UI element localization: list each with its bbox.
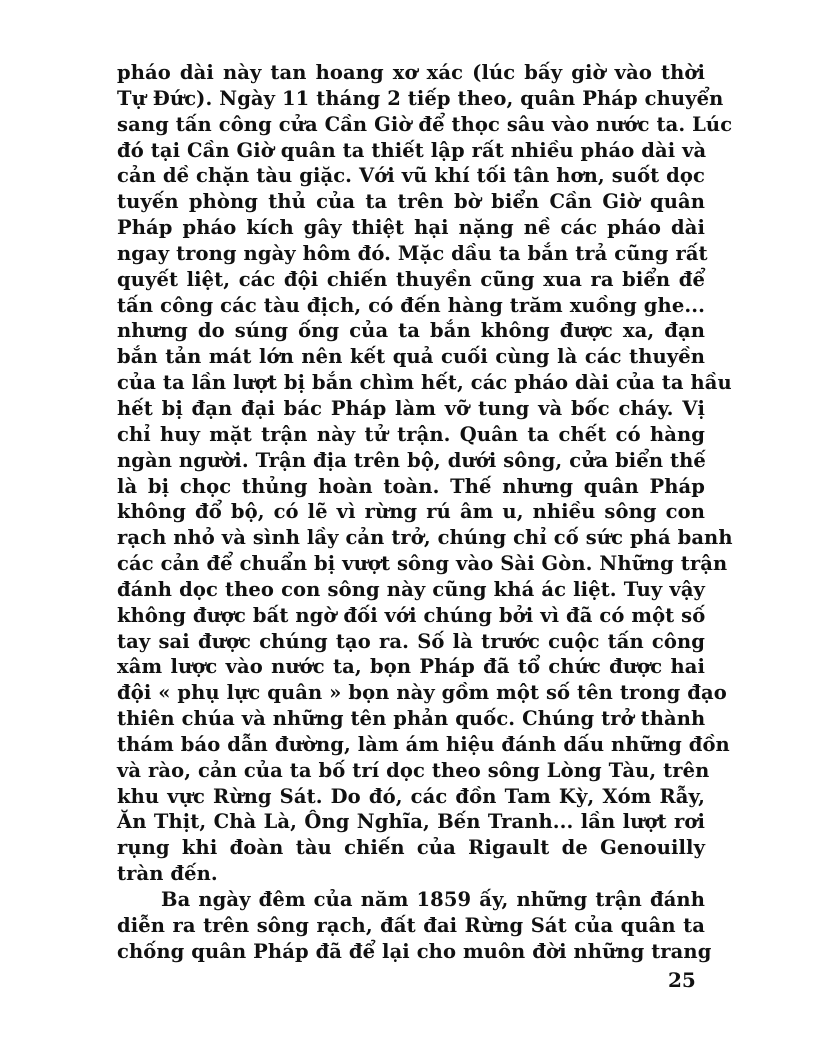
text-line: chống quân Pháp đã để lại cho muôn đời những trang <box>117 939 712 963</box>
text-line: tràn đến. <box>117 862 218 886</box>
text-line: rụng khi đoàn tàu chiến của Rigault de Genouilly <box>117 836 705 860</box>
text-line: quyết liệt, các đội chiến thuyền cũng xua ra biển để <box>117 267 705 291</box>
text-line: các cản để chuẩn bị vượt sông vào Sài Gòn. Những trận <box>117 552 728 576</box>
text-line: Ăn Thịt, Chà Là, Ông Nghĩa, Bến Tranh... lần lượt rơi <box>117 810 705 834</box>
text-line: đánh dọc theo con sông này cũng khá ác liệt. Tuy vậy <box>117 577 705 601</box>
page-number: 25 <box>668 968 696 992</box>
text-line: ngay trong ngày hôm đó. Mặc dầu ta bắn trả cũng rất <box>117 241 708 265</box>
text-line: không đổ bộ, có lẽ vì rừng rú âm u, nhiều sông con <box>117 500 705 524</box>
text-line: tay sai được chúng tạo ra. Số là trước cuộc tấn công <box>117 629 705 653</box>
paragraph <box>117 60 733 887</box>
text-line: cản dề chặn tàu giặc. Với vũ khí tối tân hơn, suốt dọc <box>117 164 705 188</box>
text-line: là bị chọc thủng hoàn toàn. Thế nhưng quân Pháp <box>117 474 705 498</box>
text-line: Tự Đức). Ngày 11 tháng 2 tiếp theo, quân Pháp chuyển <box>117 86 724 110</box>
text-line: thiên chúa và những tên phản quốc. Chúng trở thành <box>117 707 706 731</box>
body-text <box>117 60 733 965</box>
text-line: của ta lần lượt bị bắn chìm hết, các pháo dài của ta hầu <box>117 371 732 395</box>
text-line: pháo dài này tan hoang xơ xác (lúc bấy giờ vào thời <box>117 61 705 84</box>
text-line: Ba ngày đêm của năm 1859 ấy, những trận đánh <box>161 888 705 911</box>
text-line: diễn ra trên sông rạch, đất đai Rừng Sát của quân ta <box>117 913 705 937</box>
text-line: sang tấn công cửa Cần Giờ để thọc sâu vào nước ta. Lúc <box>117 112 733 136</box>
text-line: không được bất ngờ đối với chúng bởi vì đã có một số <box>117 603 706 627</box>
text-line: đội « phụ lực quân » bọn này gồm một số tên trong đạo <box>117 681 727 705</box>
text-line: hết bị đạn đại bác Pháp làm vỡ tung và bốc cháy. Vị <box>117 396 705 420</box>
text-line: xâm lược vào nước ta, bọn Pháp đã tổ chức được hai <box>117 655 705 679</box>
text-line: đó tại Cần Giờ quân ta thiết lập rất nhiều pháo dài và <box>117 138 707 162</box>
text-line: Pháp pháo kích gây thiệt hại nặng nề các pháo dài <box>117 216 705 240</box>
text-line: nhưng do súng ống của ta bắn không được xa, đạn <box>117 319 705 343</box>
text-line: và rào, cản của ta bố trí dọc theo sông Lòng Tàu, trên <box>117 758 710 782</box>
text-line: khu vực Rừng Sát. Do đó, các đồn Tam Kỳ, Xóm Rẫy, <box>117 784 705 808</box>
text-line: bắn tản mát lớn nên kết quả cuối cùng là các thuyền <box>117 345 705 369</box>
text-line: chỉ huy mặt trận này tử trận. Quân ta chết có hàng <box>117 422 705 446</box>
text-line: tấn công các tàu địch, có đến hàng trăm xuồng ghe... <box>117 293 705 317</box>
text-line: thám báo dẫn đường, làm ám hiệu đánh dấu những đồn <box>117 732 730 756</box>
paragraph <box>117 887 712 965</box>
text-line: rạch nhỏ và sình lầy cản trở, chúng chỉ cố sức phá banh <box>117 526 733 550</box>
text-line: ngàn người. Trận địa trên bộ, dưới sông, cửa biển thế <box>117 448 706 472</box>
text-line: tuyến phòng thủ của ta trên bờ biển Cần Giờ quân <box>117 190 705 214</box>
